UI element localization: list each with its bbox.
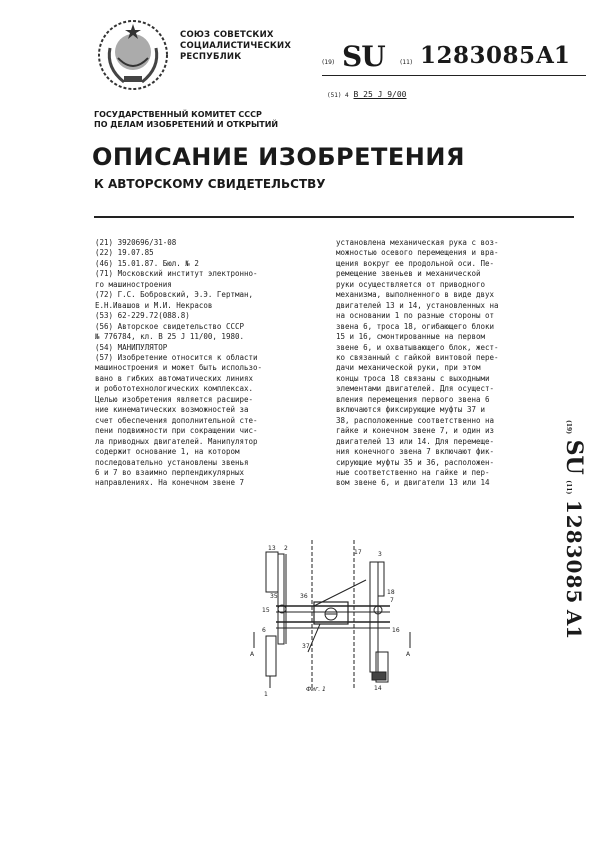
org-line-2: СОЦИАЛИСТИЧЕСКИХ xyxy=(180,41,292,51)
org-name xyxy=(180,30,291,63)
patent-kind: A1 xyxy=(536,42,570,69)
left-column-line: (57) Изобретение относится к области xyxy=(95,352,258,362)
right-column-line: звене 6, и охватывающего блок, жест- xyxy=(336,342,499,352)
left-column-line: (21) 3920696/31-08 xyxy=(95,238,177,247)
code-19: (19) xyxy=(322,59,335,66)
left-column-line: Целью изобретения является расшире- xyxy=(95,394,254,404)
org-line-1: СОЮЗ СОВЕТСКИХ xyxy=(180,30,274,40)
right-column-line: звена 6, троса 18, огибающего блоки xyxy=(336,321,495,331)
right-column-line: механизма, выполненного в виде двух xyxy=(336,290,495,300)
left-column-line: (54) МАНИПУЛЯТОР xyxy=(95,342,168,352)
left-column-line: счет обеспечения дополнительной сте- xyxy=(95,415,258,425)
side-code-19: (19) xyxy=(565,420,572,435)
committee-line-1: ГОСУДАРСТВЕННЫЙ КОМИТЕТ СССР xyxy=(94,110,262,119)
left-column-line: последовательно установлены звенья xyxy=(95,457,249,467)
right-column-line: ремещение звеньев и механической xyxy=(336,269,481,279)
side-patent-number xyxy=(557,420,591,720)
side-country: SU xyxy=(561,439,587,475)
ipc-classification xyxy=(327,90,407,99)
right-column-line: на основании 1 по разные стороны от xyxy=(336,311,495,321)
code-51: (51) 4 xyxy=(327,92,349,99)
figure-caption: Фиг. 1 xyxy=(306,686,326,693)
fig-label-35: 35 xyxy=(270,593,278,600)
left-column-line: 6 и 7 во взаимно перпендикулярных xyxy=(95,467,245,477)
fig-label-37: 37 xyxy=(302,643,310,650)
right-column-line: дачи механической руки, при этом xyxy=(336,363,481,373)
fig-label-2: 2 xyxy=(284,545,288,552)
side-kind: A1 xyxy=(562,609,586,640)
right-column xyxy=(336,238,580,489)
left-column-line: направлениях. На конечном звене 7 xyxy=(95,478,245,488)
org-line-3: РЕСПУБЛИК xyxy=(180,52,242,62)
right-column-line: установлена механическая рука с воз- xyxy=(336,238,499,247)
right-column-line: ные соответственно на гайке и пер- xyxy=(336,467,490,477)
right-column-line: сирующие муфты 35 и 36, расположен- xyxy=(336,457,495,467)
right-column-line: двигателей 13 и 14, установленных на xyxy=(336,300,499,310)
manipulator-figure xyxy=(250,540,420,700)
document-title: ОПИСАНИЕ ИЗОБРЕТЕНИЯ xyxy=(92,143,465,171)
left-column-line: (22) 19.07.85 xyxy=(95,248,154,258)
right-column-line: 38, расположенные соответственно на xyxy=(336,415,495,425)
committee-line-2: ПО ДЕЛАМ ИЗОБРЕТЕНИЙ И ОТКРЫТИЙ xyxy=(94,120,279,129)
left-column-line: ла приводных двигателей. Манипулятор xyxy=(95,436,258,446)
fig-label-3: 3 xyxy=(378,551,382,558)
right-column-line: двигателей 13 или 14. Для перемеще- xyxy=(336,436,495,446)
right-column-line: ния конечного звена 7 включают фик- xyxy=(336,447,495,457)
left-column-line: машиностроения и может быть использо- xyxy=(95,363,263,373)
left-column-line: го машиностроения xyxy=(95,279,172,289)
left-column-line: вано в гибких автоматических линиях xyxy=(95,373,254,383)
left-column xyxy=(95,238,327,489)
right-column-line: вом звене 6, и двигатели 13 или 14 xyxy=(336,478,490,488)
left-column-line: содержит основание 1, на котором xyxy=(95,447,240,457)
ussr-emblem xyxy=(96,18,170,92)
fig-label-14: 14 xyxy=(374,685,382,692)
right-column-line: вления перемещения первого звена 6 xyxy=(336,394,490,404)
fig-label-36: 36 xyxy=(300,593,308,600)
fig-label-18: 18 xyxy=(387,589,395,596)
side-number: 1283085 xyxy=(562,499,586,605)
fig-label-13: 13 xyxy=(268,545,276,552)
fig-label-a-right: A xyxy=(406,651,411,658)
fig-label-1: 1 xyxy=(264,691,268,698)
document-subtitle: К АВТОРСКОМУ СВИДЕТЕЛЬСТВУ xyxy=(94,177,326,191)
left-column-line: № 776784, кл. В 25 J 11/00, 1980. xyxy=(95,332,245,342)
number-underline xyxy=(322,75,586,76)
right-column-line: гайке и конечном звене 7, и один из xyxy=(336,426,495,436)
fig-label-17: 17 xyxy=(354,549,362,556)
right-column-line: ко связанный с гайкой винтовой пере- xyxy=(336,352,499,362)
patent-number-block xyxy=(322,40,584,73)
right-column-line: щения вокруг ее продольной оси. Пе- xyxy=(336,258,495,268)
right-column-line: включаются фиксирующие муфты 37 и xyxy=(336,405,486,415)
fig-label-6: 6 xyxy=(262,627,266,634)
left-column-line: (46) 15.01.87. Бюл. № 2 xyxy=(95,258,199,268)
country-code: SU xyxy=(342,40,385,73)
fig-label-7: 7 xyxy=(390,597,394,604)
fig-label-16: 16 xyxy=(392,627,400,634)
left-column-line: пени подвижности при сокращении чис- xyxy=(95,426,258,436)
right-column-line: можностью осевого перемещения и вра- xyxy=(336,248,499,258)
committee xyxy=(94,110,278,130)
left-column-line: (56) Авторское свидетельство СССР xyxy=(95,321,245,331)
fig-label-15: 15 xyxy=(262,607,270,614)
left-column-line: (53) 62-229.72(088.8) xyxy=(95,311,190,321)
fig-label-a-left: A xyxy=(250,651,255,658)
left-column-line: и робототехнологических комплексах. xyxy=(95,384,254,394)
right-column-line: концы троса 18 связаны с выходными xyxy=(336,373,490,383)
left-column-line: ние кинематических возможностей за xyxy=(95,405,249,415)
ipc-code: B 25 J 9/00 xyxy=(353,90,407,99)
right-column-line: элементами двигателей. Для осущест- xyxy=(336,384,495,394)
left-column-line: (71) Московский институт электронно- xyxy=(95,269,258,279)
left-column-line: (72) Г.С. Бобровский, Э.Э. Гертман, xyxy=(95,290,254,300)
right-column-line: 15 и 16, смонтированные на первом xyxy=(336,332,486,342)
header-divider xyxy=(94,216,574,218)
code-11: (11) xyxy=(400,59,413,66)
patent-number: 1283085 xyxy=(420,42,536,69)
side-code-11: (11) xyxy=(565,480,572,495)
left-column-line: Е.Н.Ивашов и М.И. Некрасов xyxy=(95,300,213,310)
right-column-line: руки осуществляется от приводного xyxy=(336,279,486,289)
